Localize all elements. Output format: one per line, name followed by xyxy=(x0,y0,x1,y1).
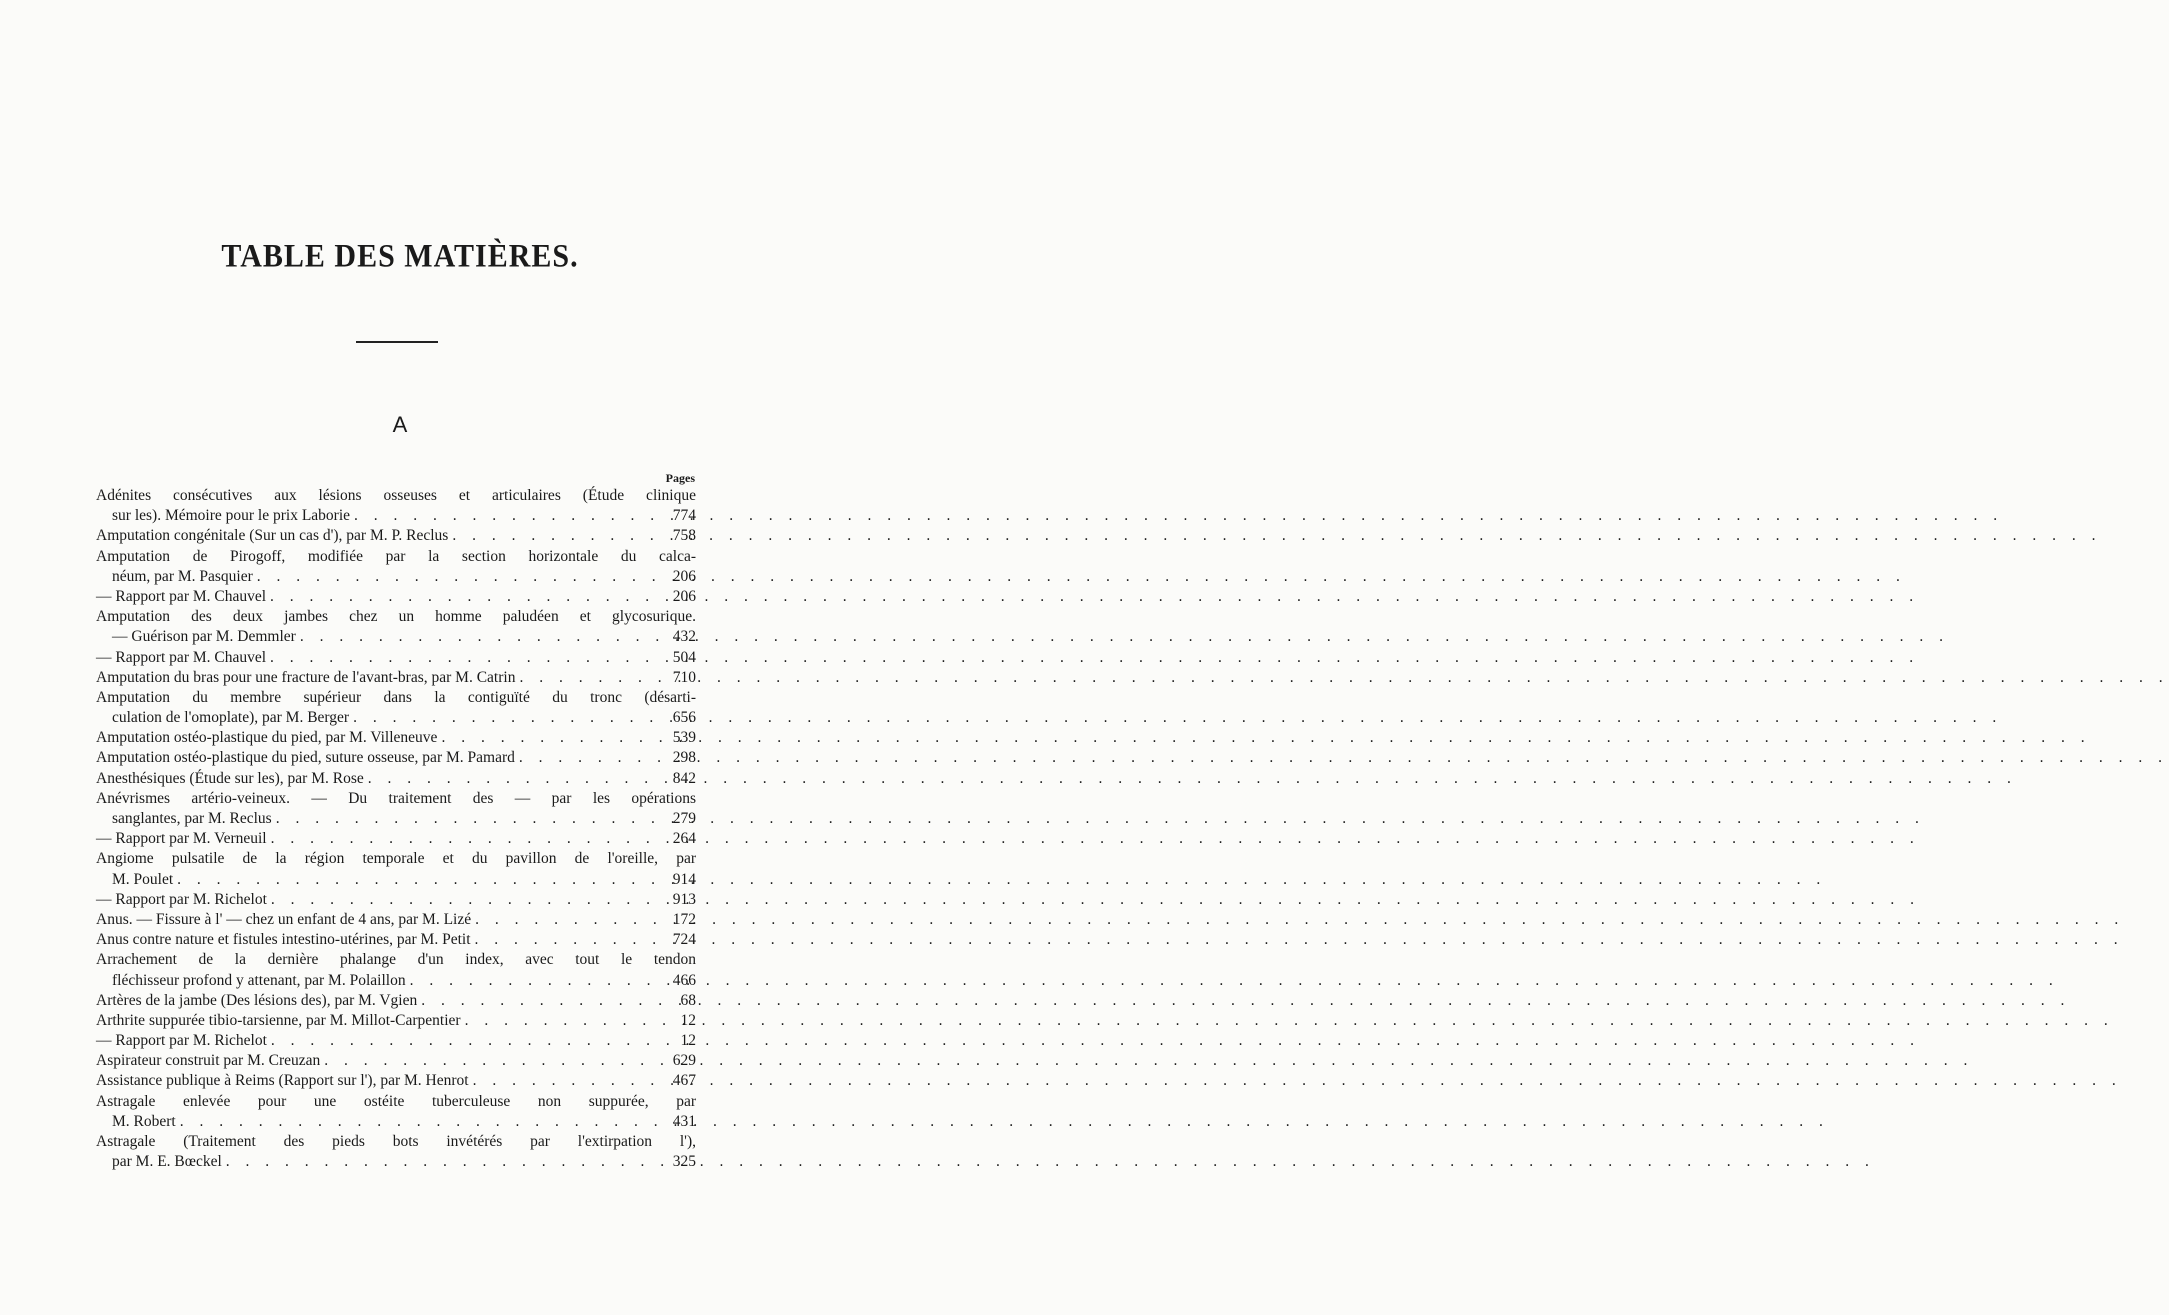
page-number: 656 xyxy=(672,709,696,727)
entry-text: Arrachement de la dernière phalange d'un index, avec tout le tendon xyxy=(96,951,696,969)
page-number: 913 xyxy=(672,890,696,908)
toc-line xyxy=(96,627,696,647)
toc-line xyxy=(96,950,696,970)
toc-line xyxy=(96,1071,696,1091)
toc-line xyxy=(96,587,696,607)
entry-text: Anus. — Fissure à l' — chez un enfant de 4 ans, par M. Lizé xyxy=(96,910,472,928)
page-number: 466 xyxy=(672,971,696,989)
page-number: 914 xyxy=(672,870,696,888)
entry-text: Anévrismes artério-veineux. — Du traitement des — par les opérations xyxy=(96,789,696,807)
toc-line xyxy=(96,728,696,748)
page-number: 325 xyxy=(672,1153,696,1171)
entry-text: sur les). Mémoire pour le prix Laborie xyxy=(112,507,351,525)
toc-entry xyxy=(96,1071,696,1091)
toc-entry xyxy=(96,829,696,849)
toc-line xyxy=(96,567,696,587)
page-number: 279 xyxy=(672,810,696,827)
dot-leader xyxy=(364,769,660,789)
toc-line xyxy=(96,849,696,869)
toc-line xyxy=(96,547,696,567)
toc-entry xyxy=(96,769,696,789)
toc-entry xyxy=(96,1031,696,1051)
toc-line xyxy=(96,506,696,526)
dot-leader xyxy=(471,910,660,930)
toc-entry xyxy=(96,486,696,526)
toc-entry xyxy=(96,668,696,688)
toc-line xyxy=(96,910,696,930)
entry-text: Angiome pulsatile de la région temporale et du pavillon de l'oreille, par xyxy=(96,850,696,868)
dot-leader xyxy=(406,971,660,991)
page-number: 432 xyxy=(672,628,696,646)
toc-line xyxy=(96,526,696,546)
toc-line xyxy=(96,607,696,627)
toc-line xyxy=(96,930,696,950)
entry-text: Anus contre nature et fistules intestino-utérines, par M. Petit xyxy=(96,931,471,949)
dot-leader xyxy=(176,1112,660,1132)
dot-leader xyxy=(267,1031,660,1051)
toc-entry xyxy=(96,1051,696,1071)
dot-leader xyxy=(267,829,660,849)
page-number: 68 xyxy=(680,991,696,1009)
title-rule xyxy=(356,341,438,343)
entry-text: Amputation ostéo-plastique du pied, par M. Villeneuve xyxy=(96,729,438,747)
entry-text: par M. E. Bœckel xyxy=(112,1153,222,1171)
page-number: 12 xyxy=(680,1032,696,1050)
page-number: 12 xyxy=(680,1011,696,1029)
toc-line xyxy=(96,991,696,1011)
dot-leader xyxy=(448,526,660,546)
toc-entry xyxy=(96,849,696,889)
toc-line xyxy=(96,1092,696,1112)
pages-column-header: Pages xyxy=(665,471,695,485)
toc-line xyxy=(96,769,696,789)
toc-line xyxy=(96,829,696,849)
dot-leader xyxy=(267,890,660,910)
page-number: 504 xyxy=(672,648,696,666)
toc-entry xyxy=(96,688,696,728)
dot-leader xyxy=(253,567,660,587)
toc-line xyxy=(96,789,696,809)
toc-line xyxy=(96,1152,696,1172)
toc-entry xyxy=(96,1092,696,1132)
page-number: 842 xyxy=(672,769,696,787)
dot-leader xyxy=(266,648,660,668)
toc-entry xyxy=(96,930,696,950)
entry-text: — Rapport par M. Richelot xyxy=(96,1032,267,1050)
entry-text: Amputation ostéo-plastique du pied, suture osseuse, par M. Pamard xyxy=(96,749,515,767)
toc-line xyxy=(96,688,696,708)
page-number: 774 xyxy=(672,507,696,525)
toc-entry xyxy=(96,728,696,748)
entry-text: Amputation du membre supérieur dans la contiguïté du tronc (désarti- xyxy=(96,688,696,706)
dot-leader xyxy=(469,1071,660,1091)
toc-line xyxy=(96,890,696,910)
dot-leader xyxy=(515,748,660,768)
toc-entry xyxy=(96,748,696,768)
page-title: TABLE DES MATIÈRES. xyxy=(221,238,579,275)
page-number: 206 xyxy=(672,567,696,585)
page-number: 172 xyxy=(672,910,696,928)
entry-text: néum, par M. Pasquier xyxy=(112,567,253,585)
toc-line xyxy=(96,1011,696,1031)
section-letter: A xyxy=(392,412,408,437)
toc-line xyxy=(96,486,696,506)
table-of-contents xyxy=(96,486,696,1172)
toc-line xyxy=(96,1051,696,1071)
toc-entry xyxy=(96,789,696,829)
dot-leader xyxy=(417,991,660,1011)
entry-text: — Rapport par M. Richelot xyxy=(96,890,267,908)
page-number: 539 xyxy=(672,729,696,747)
dot-leader xyxy=(173,870,660,890)
page-number: 467 xyxy=(672,1072,696,1090)
entry-text: Amputation des deux jambes chez un homme paludéen et glycosurique. xyxy=(96,608,696,626)
entry-text: Artères de la jambe (Des lésions des), par M. Vgien xyxy=(96,991,418,1009)
toc-entry xyxy=(96,991,696,1011)
page-number: 431 xyxy=(672,1112,696,1130)
entry-text: Amputation congénitale (Sur un cas d'), par M. P. Reclus xyxy=(96,527,449,545)
page-number: 264 xyxy=(672,830,696,848)
dot-leader xyxy=(471,930,661,950)
entry-text: Arthrite suppurée tibio-tarsienne, par M. Millot-Carpentier xyxy=(96,1011,461,1029)
entry-text: M. Poulet xyxy=(112,870,174,888)
toc-line xyxy=(96,971,696,991)
toc-line xyxy=(96,1031,696,1051)
entry-text: sanglantes, par M. Reclus xyxy=(112,810,272,827)
entry-text: Adénites consécutives aux lésions osseuses et articulaires (Étude clinique xyxy=(96,487,696,504)
dot-leader xyxy=(272,809,660,829)
dot-leader xyxy=(437,728,660,748)
dot-leader xyxy=(266,587,660,607)
entry-text: — Guérison par M. Demmler xyxy=(112,628,296,646)
toc-entry xyxy=(96,1011,696,1031)
page-number: 724 xyxy=(672,931,696,949)
toc-entry xyxy=(96,587,696,607)
toc-entry xyxy=(96,547,696,587)
dot-leader xyxy=(320,1051,660,1071)
entry-text: M. Robert xyxy=(112,1112,176,1130)
entry-text: Amputation du bras pour une fracture de l'avant-bras, par M. Catrin xyxy=(96,668,516,686)
entry-text: Assistance publique à Reims (Rapport sur l'), par M. Henrot xyxy=(96,1072,469,1090)
toc-line xyxy=(96,870,696,890)
page-number: 206 xyxy=(672,587,696,605)
toc-entry xyxy=(96,526,696,546)
dot-leader xyxy=(349,708,660,728)
dot-leader xyxy=(515,668,660,688)
toc-entry xyxy=(96,607,696,647)
toc-entry xyxy=(96,1132,696,1172)
toc-entry xyxy=(96,950,696,990)
dot-leader xyxy=(350,506,660,526)
page-number: 710 xyxy=(672,668,696,686)
dot-leader xyxy=(461,1011,660,1031)
toc-line xyxy=(96,809,696,829)
toc-line xyxy=(96,1132,696,1152)
toc-line xyxy=(96,708,696,728)
toc-line xyxy=(96,1112,696,1132)
entry-text: — Rapport par M. Verneuil xyxy=(96,830,267,848)
entry-text: culation de l'omoplate), par M. Berger xyxy=(112,709,350,727)
entry-text: — Rapport par M. Chauvel xyxy=(96,648,267,666)
toc-line xyxy=(96,748,696,768)
entry-text: Aspirateur construit par M. Creuzan xyxy=(96,1052,321,1070)
dot-leader xyxy=(296,627,660,647)
entry-text: fléchisseur profond y attenant, par M. Polaillon xyxy=(112,971,406,989)
page-number: 629 xyxy=(672,1052,696,1070)
toc-entry xyxy=(96,890,696,910)
entry-text: Astragale enlevée pour une ostéite tuberculeuse non suppurée, par xyxy=(96,1092,696,1110)
entry-text: Astragale (Traitement des pieds bots invétérés par l'extirpation l'), xyxy=(96,1133,696,1150)
dot-leader xyxy=(222,1152,660,1172)
toc-line xyxy=(96,648,696,668)
toc-line xyxy=(96,668,696,688)
entry-text: Amputation de Pirogoff, modifiée par la section horizontale du calca- xyxy=(96,547,696,565)
page-number: 298 xyxy=(672,749,696,767)
entry-text: — Rapport par M. Chauvel xyxy=(96,587,267,605)
page-number: 758 xyxy=(672,527,696,545)
toc-entry xyxy=(96,910,696,930)
entry-text: Anesthésiques (Étude sur les), par M. Rose xyxy=(96,769,364,787)
toc-entry xyxy=(96,648,696,668)
